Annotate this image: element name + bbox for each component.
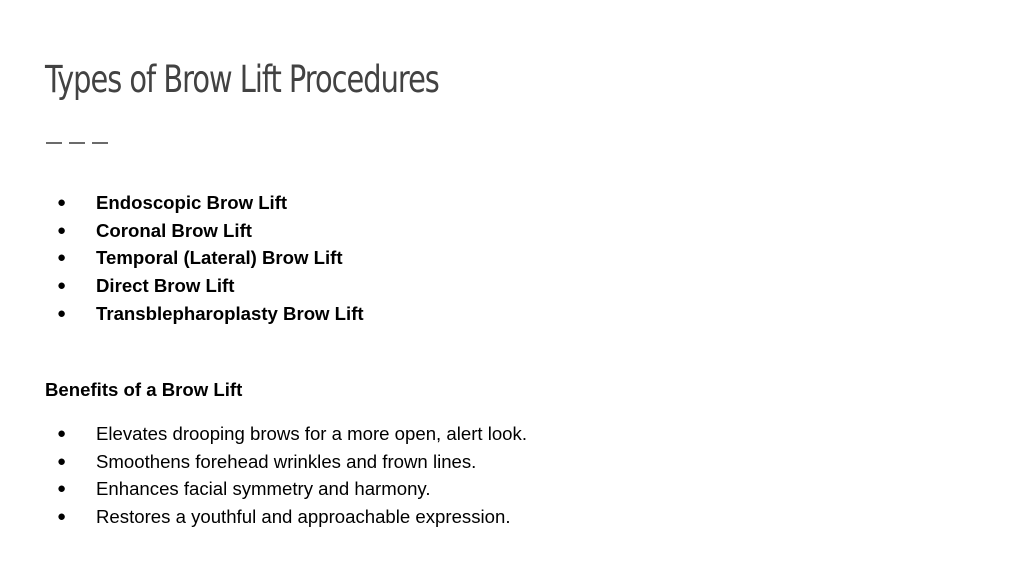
list-item [0, 503, 527, 531]
list-item [0, 272, 364, 300]
underline-dash [46, 142, 62, 144]
list-item [0, 475, 527, 503]
procedure-type: Endoscopic Brow Lift [96, 192, 288, 213]
bullet-icon: ● [57, 194, 67, 211]
underline-dash [92, 142, 108, 144]
bullet-icon: ● [57, 249, 67, 267]
bullet-icon: ● [57, 277, 67, 295]
benefit-text: Smoothens forehead wrinkles and frown lines. [96, 450, 477, 472]
procedure-type: Direct Brow Lift [96, 275, 235, 297]
procedure-type: Transblepharoplasty Brow Lift [96, 302, 364, 324]
list-item [0, 244, 364, 272]
procedure-types-list [0, 189, 364, 327]
list-item [0, 448, 527, 476]
slide-title: Types of Brow Lift Procedures [45, 58, 439, 101]
bullet-icon: ● [57, 480, 67, 498]
benefit-text: Enhances facial symmetry and harmony. [96, 478, 431, 500]
list-item [0, 217, 364, 245]
procedure-type: Temporal (Lateral) Brow Lift [96, 247, 343, 269]
underline-dash [69, 142, 85, 144]
bullet-icon: ● [57, 452, 67, 470]
bullet-icon: ● [57, 221, 67, 239]
benefit-text: Elevates drooping brows for a more open, alert look. [96, 423, 527, 444]
list-item [0, 300, 364, 328]
procedure-type: Coronal Brow Lift [96, 219, 252, 241]
list-item [0, 420, 527, 448]
bullet-icon: ● [57, 304, 67, 322]
benefits-heading: Benefits of a Brow Lift [45, 379, 243, 400]
benefit-text: Restores a youthful and approachable expression. [96, 506, 511, 528]
bullet-icon: ● [57, 508, 67, 526]
benefits-list [0, 420, 527, 531]
list-item [0, 189, 364, 217]
bullet-icon: ● [57, 425, 67, 442]
title-underline [46, 142, 108, 144]
